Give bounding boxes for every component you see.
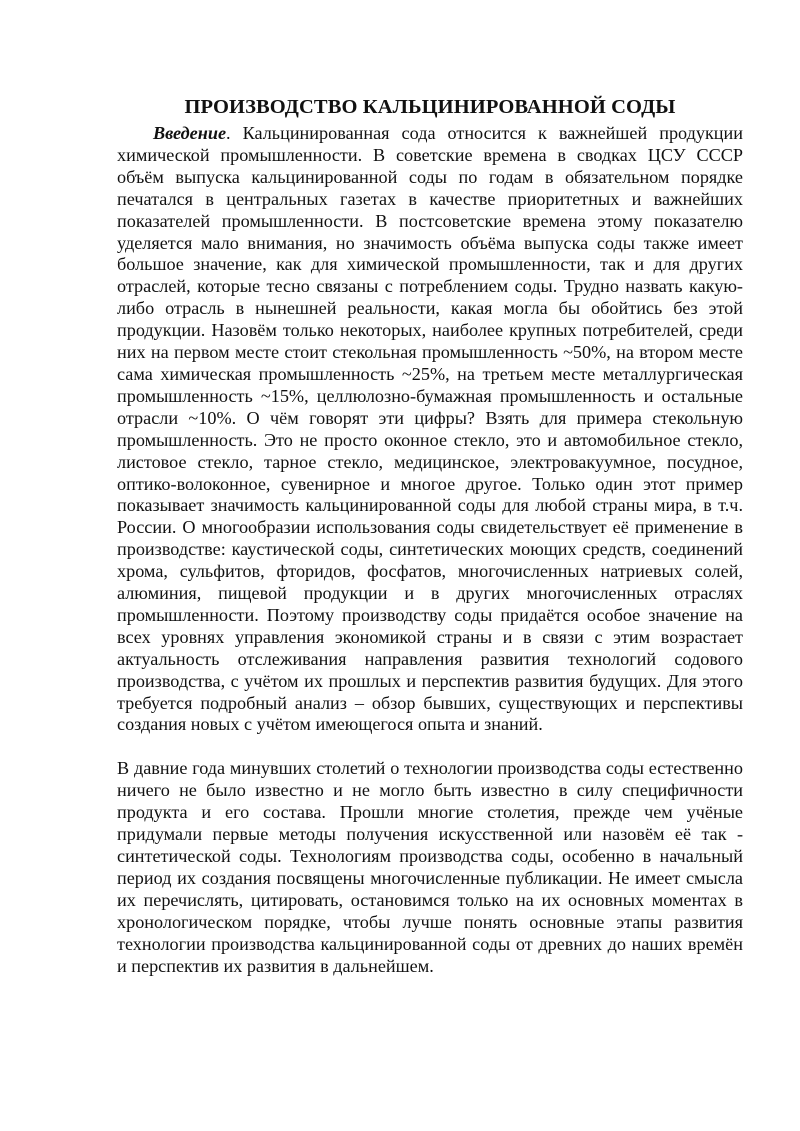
intro-paragraph [117,123,743,736]
history-paragraph: В давние года минувших столетий о технологии производства соды естественно ничего не было известно и не могло быть известно в силу специфичности продукта и его состава. Прошли многие столетия, прежде чем учёные придумали первые методы получения искусственной или назовём её так - синтетической соды. Технологиям производства соды, особенно в начальный период их создания посвящены многочисленные публикации. Не имеет смысла их перечислять, цитировать, остановимся только на их основных моментах в хронологическом порядке, чтобы лучше понять основные этапы развития технологии производства кальцинированной соды от древних до наших времён и перспектив их развития в дальнейшем. [117,758,743,976]
document-title: ПРОИЗВОДСТВО КАЛЬЦИНИРОВАННОЙ СОДЫ [184,96,676,118]
intro-text: . Кальцинированная сода относится к важнейшей продукции химической промышленности. В советские времена в сводках ЦСУ СССР объём выпуска кальцинированной соды по годам в обязательном порядке печатался в центральных газетах в качестве приоритетных и важнейших показателей промышленности. В постсоветские времена этому показателю уделяется мало внимания, но значимость объёма выпуска соды также имеет большое значение, как для химической промышленности, так и для других отраслей, которые тесно связаны с потреблением соды. Трудно назвать какую-либо отрасль в нынешней реальности, какая могла бы обойтись без этой продукции. Назовём только некоторых, наиболее крупных потребителей, среди них на первом месте стоит стекольная промышленность ~50%, на втором месте сама химическая промышленность ~25%, на третьем месте металлургическая промышленность ~15%, целлюлозно-бумажная промышленность и остальные отрасли ~10%. О чём говорят эти цифры? Взять для примера стекольную промышленность. Это не просто оконное стекло, это и автомобильное стекло, листовое стекло, тарное стекло, медицинское, электровакуумное, посудное, оптико-волоконное, сувенирное и многое другое. Только один этот пример показывает значимость кальцинированной соды для любой страны мира, в т.ч. России. О многообразии использования соды свидетельствует её применение в производстве: каустической соды, синтетических моющих средств, соединений хрома, сульфитов, фторидов, фосфатов, многочисленных натриевых солей, алюминия, пищевой продукции и в других многочисленных отраслях промышленности. Поэтому производству соды придаётся особое значение на всех уровнях управления экономикой страны и в связи с этим возрастает актуальность отслеживания направления развития технологий содового производства, с учётом их прошлых и перспектив развития будущих. Для этого требуется подробный анализ – обзор бывших, существующих и перспективы создания новых с учётом имеющегося опыта и знаний. [117,123,743,735]
intro-lead: Введение [153,123,227,143]
document-page [117,94,743,977]
